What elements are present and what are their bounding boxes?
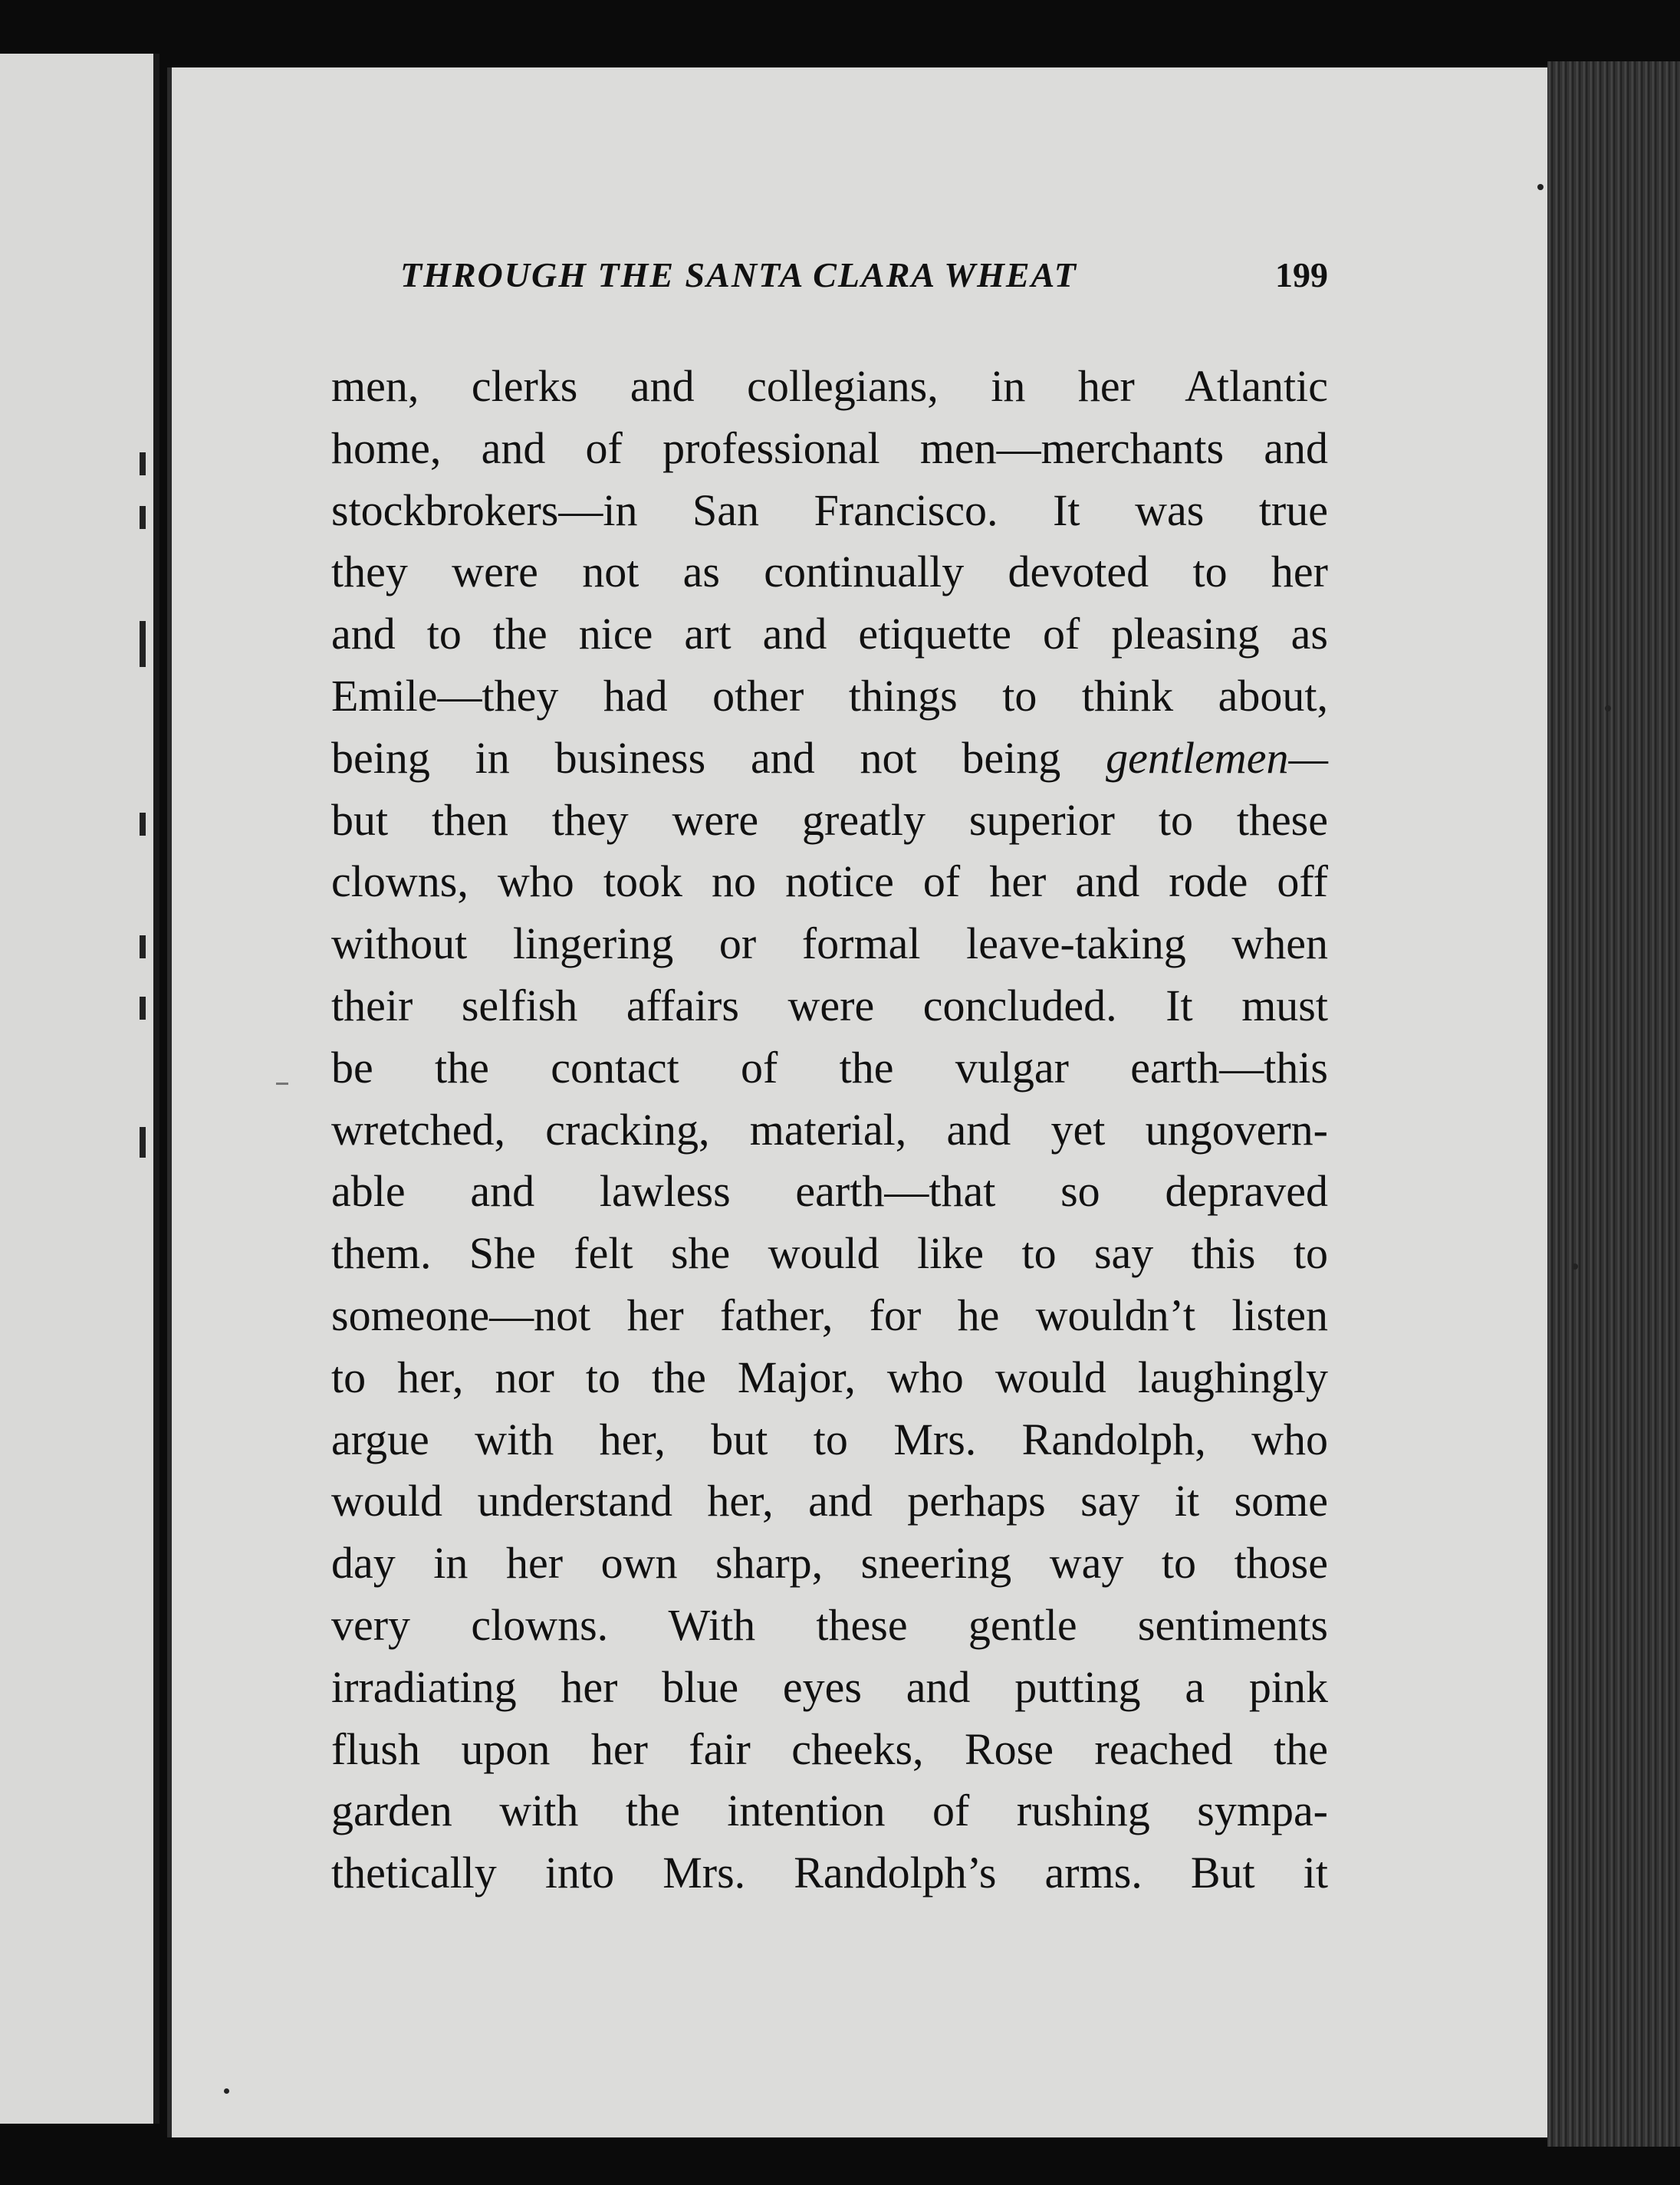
left-page-mark <box>140 621 146 667</box>
text-line: home, and of professional men—merchants and <box>331 422 1328 473</box>
text-line: but then they were greatly superior to these <box>331 794 1328 845</box>
text-line: would understand her, and perhaps say it some <box>331 1476 1328 1526</box>
scan-speck <box>1605 705 1611 711</box>
scan-speck <box>1572 1263 1578 1270</box>
text-line: someone—not her father, for he wouldn’t listen <box>331 1290 1328 1340</box>
text-line: thetically into Mrs. Randolph’s arms. But it <box>331 1848 1328 1898</box>
text-line: argue with her, but to Mrs. Randolph, who <box>331 1414 1328 1464</box>
text-line: stockbrokers—in San Francisco. It was true <box>331 485 1328 535</box>
text-line: Emile—they had other things to think about, <box>331 670 1328 721</box>
text-line: and to the nice art and etiquette of pleasing as <box>331 609 1328 659</box>
left-page-mark <box>140 935 146 958</box>
text-line: irradiating her blue eyes and putting a pink <box>331 1661 1328 1712</box>
text-line-segment: being in business and not being <box>331 732 1061 783</box>
text-line: wretched, cracking, material, and yet ungovern- <box>331 1104 1328 1155</box>
text-line: clowns, who took no notice of her and rode off <box>331 856 1328 907</box>
text-line: very clowns. With these gentle sentiments <box>331 1599 1328 1650</box>
page-number: 199 <box>1275 255 1328 294</box>
left-page-mark <box>140 506 146 529</box>
text-line: without lingering or formal leave-taking when <box>331 918 1328 969</box>
text-line: they were not as continually devoted to her <box>331 547 1328 597</box>
text-line: day in her own sharp, sneering way to those <box>331 1538 1328 1589</box>
text-line: to her, nor to the Major, who would laughingly <box>331 1352 1328 1402</box>
italic-word: gentlemen— <box>1106 732 1329 783</box>
left-page-mark <box>140 1127 146 1158</box>
right-page-stack-edge <box>1547 61 1680 2147</box>
running-head <box>400 255 1328 295</box>
body-text <box>331 356 1328 1904</box>
text-line: able and lawless earth—that so depraved <box>331 1166 1328 1217</box>
left-facing-page-edge <box>0 54 159 2124</box>
scan-speck <box>224 2088 229 2094</box>
text-line-with-italic <box>331 728 1328 790</box>
text-line: men, clerks and collegians, in her Atlantic <box>331 361 1328 411</box>
text-line: flush upon her fair cheeks, Rose reached the <box>331 1723 1328 1774</box>
left-page-mark <box>140 813 146 836</box>
left-page-mark <box>140 997 146 1020</box>
text-line: their selfish affairs were concluded. It must <box>331 980 1328 1030</box>
text-line: them. She felt she would like to say this to <box>331 1228 1328 1279</box>
scan-dash <box>276 1083 288 1085</box>
text-line: be the contact of the vulgar earth—this <box>331 1042 1328 1092</box>
text-line: garden with the intention of rushing sympa- <box>331 1786 1328 1836</box>
left-page-mark <box>140 452 146 475</box>
scan-speck <box>1537 184 1544 190</box>
running-head-title: THROUGH THE SANTA CLARA WHEAT <box>400 255 1077 294</box>
